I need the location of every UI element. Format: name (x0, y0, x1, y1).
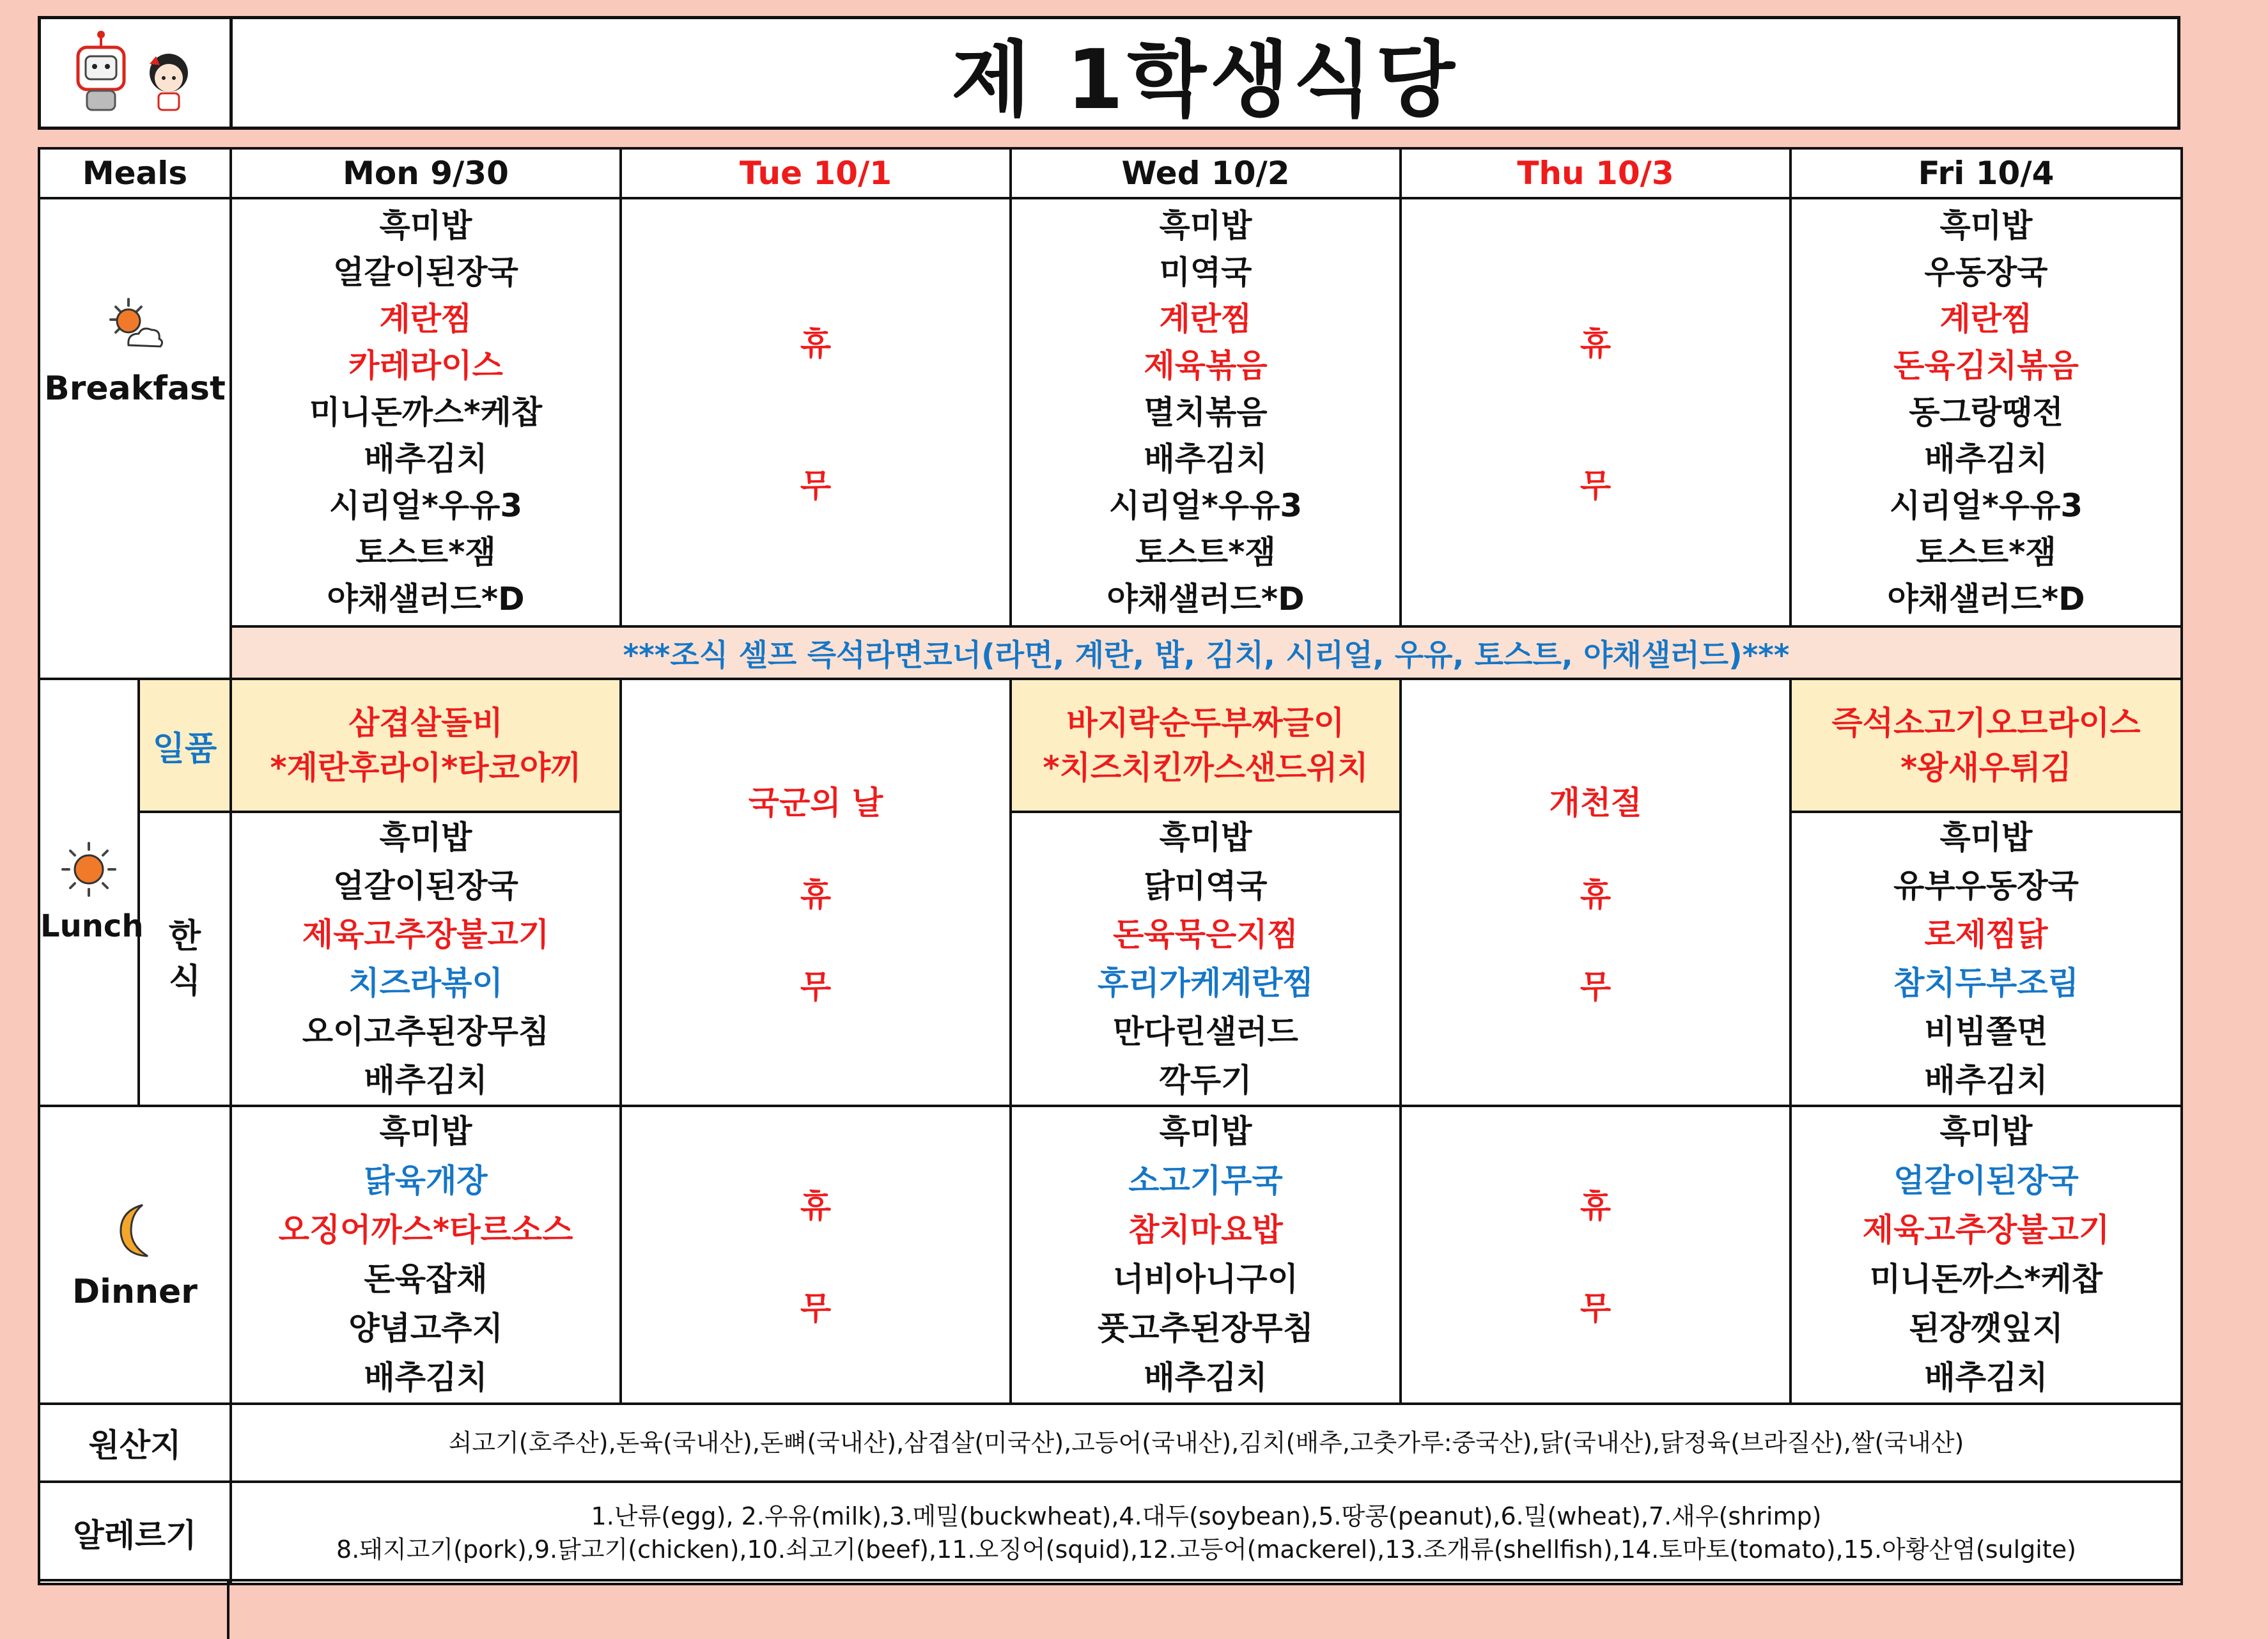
lunch-hansik-row (39, 812, 2182, 1106)
lunch-tue-cell (621, 679, 1011, 1106)
menu-item: 참치마요밥 (1128, 1211, 1283, 1248)
menu-item: 너비아니구이 (1113, 1261, 1298, 1298)
menu-item: 흑미밥 (1939, 819, 2033, 856)
lunch-ilpum-mon-cell (231, 679, 621, 812)
allergy-label: 알레르기 (39, 1482, 231, 1584)
menu-item: 얼갈이된장국 (333, 867, 518, 905)
dinner-fri-cell (1790, 1106, 2182, 1404)
menu-item: 계란찜 (1159, 300, 1252, 338)
lunch-ilpum-wed-cell (1011, 679, 1401, 812)
menu-item: 동그랑땡전 (1909, 393, 2063, 431)
menu-item: 돈육묵은지찜 (1113, 916, 1298, 953)
origin-text: 쇠고기(호주산),돈육(국내산),돈뼈(국내산),삼겹살(미국산),고등어(국내산),김치(배추,고춧가루:중국산),닭(국내산),닭정육(브라질산),쌀(국내산) (231, 1404, 2182, 1482)
breakfast-fri-cell (1790, 198, 2182, 626)
allergy-line-2: 8.돼지고기(pork),9.닭고기(chicken),10.쇠고기(beef),11.오징어(squid),12.고등어(mackerel),13.조개류(shellfish),14.토마토(tomato),15.아황산염(sulgite) (336, 1535, 2076, 1564)
closed-text: 무 (800, 968, 832, 1006)
menu-item: 돈육잡채 (364, 1261, 488, 1298)
menu-item: 유부우동장국 (1893, 867, 2079, 905)
dinner-row (39, 1106, 2182, 1404)
dinner-mon-cell (231, 1106, 621, 1404)
closed-text: 무 (800, 467, 832, 504)
closed-text: 휴 (1580, 325, 1612, 362)
header (38, 16, 2180, 130)
menu-item: 풋고추된장무침 (1097, 1310, 1314, 1347)
menu-item: 흑미밥 (1159, 1113, 1252, 1150)
menu-item: 후리가케계란찜 (1097, 965, 1314, 1002)
mascot-logo-icon (41, 19, 233, 127)
bottom-column-divider (227, 1579, 229, 1639)
menu-item: 닭미역국 (1144, 867, 1268, 905)
day-header-tue: Tue 10/1 (621, 148, 1011, 198)
menu-item: 계란찜 (1939, 300, 2033, 338)
menu-item: 토스트*잼 (355, 533, 496, 571)
menu-item: 흑미밥 (379, 819, 472, 856)
menu-item: 제육볶음 (1144, 346, 1268, 384)
menu-item: 배추김치 (364, 1062, 488, 1099)
menu-item: 배추김치 (364, 440, 488, 478)
closed-text: 무 (1580, 467, 1612, 504)
hansik-label-char: 식 (168, 962, 201, 1000)
page-title: 제 1학생식당 (951, 33, 1459, 128)
breakfast-thu-cell (1401, 198, 1790, 626)
lunch-label-cell (39, 679, 144, 1106)
bottom-divider (38, 1579, 2180, 1581)
menu-item: 야채샐러드*D (1887, 580, 2085, 618)
menu-item: 비빔쫄면 (1924, 1013, 2048, 1050)
breakfast-special-row (39, 626, 2182, 679)
menu-sheet (38, 0, 2180, 1639)
day-header-wed: Wed 10/2 (1011, 148, 1401, 198)
menu-item: 오징어까스*타르소스 (278, 1211, 573, 1248)
menu-item: 야채샐러드*D (327, 580, 525, 618)
menu-item: 만다린샐러드 (1113, 1013, 1298, 1050)
column-header-row (39, 148, 2182, 198)
menu-item: 얼갈이된장국 (1893, 1162, 2079, 1199)
menu-item: 바지락순두부짜글이 (1066, 704, 1345, 742)
moon-icon (109, 1199, 160, 1262)
holiday-name: 개천절 (1549, 784, 1642, 821)
breakfast-mon-cell (231, 198, 621, 626)
menu-item: 된장깻잎지 (1909, 1310, 2063, 1347)
breakfast-tue-cell (621, 198, 1011, 626)
menu-item: 흑미밥 (1939, 1113, 2033, 1150)
menu-item: 배추김치 (1924, 1359, 2048, 1396)
hansik-label-char: 한 (168, 917, 201, 956)
menu-item: 흑미밥 (379, 1113, 472, 1150)
hansik-label (139, 812, 231, 1106)
holiday-name: 국군의 날 (748, 784, 883, 821)
menu-item: 계란찜 (379, 300, 472, 338)
breakfast-label: Breakfast (44, 369, 226, 408)
allergy-line-1: 1.난류(egg), 2.우유(milk),3.메밀(buckwheat),4.대두(soybean),5.땅콩(peanut),6.밀(wheat),7.새우(shrimp) (591, 1502, 1822, 1530)
ilpum-label: 일품 (139, 679, 231, 812)
menu-item: 야채샐러드*D (1107, 580, 1305, 618)
breakfast-wed-cell (1011, 198, 1401, 626)
lunch-ilpum-row (39, 679, 2182, 812)
closed-text: 휴 (1580, 876, 1612, 913)
dinner-tue-cell (621, 1106, 1011, 1404)
menu-item: 흑미밥 (1159, 819, 1252, 856)
dinner-label-cell (39, 1106, 231, 1404)
lunch-hansik-fri-cell (1790, 812, 2182, 1106)
menu-item: 흑미밥 (1939, 206, 2033, 244)
menu-item: 미니돈까스*케찹 (1869, 1261, 2103, 1298)
menu-item: 제육고추장불고기 (302, 916, 550, 953)
menu-item: 시리얼*우유3 (1108, 486, 1303, 524)
menu-item: 토스트*잼 (1135, 533, 1276, 571)
allergy-row (39, 1482, 2182, 1584)
lunch-hansik-wed-cell (1011, 812, 1401, 1106)
dinner-thu-cell (1401, 1106, 1790, 1404)
sun-icon (60, 841, 118, 898)
menu-item: 배추김치 (1924, 440, 2048, 478)
menu-item: 얼갈이된장국 (333, 253, 518, 291)
menu-item: 깍두기 (1159, 1062, 1252, 1099)
day-header-thu: Thu 10/3 (1401, 148, 1790, 198)
menu-item: 돈육김치볶음 (1893, 346, 2079, 384)
origin-row (39, 1404, 2182, 1482)
lunch-thu-cell (1401, 679, 1790, 1106)
menu-item: *계란후라이*타코야끼 (270, 749, 582, 786)
breakfast-self-corner-notice: ***조식 셀프 즉석라면코너(라면, 계란, 밥, 김치, 시리얼, 우유, 토스트, 야채샐러드)*** (231, 626, 2182, 679)
menu-item: *치즈치킨까스샌드위치 (1043, 749, 1369, 786)
menu-item: 참치두부조림 (1893, 965, 2079, 1002)
menu-item: 즉석소고기오므라이스 (1831, 704, 2141, 742)
logo-cell (41, 19, 233, 127)
closed-text: 무 (800, 1290, 832, 1327)
closed-text: 휴 (800, 325, 832, 362)
lunch-hansik-mon-cell (231, 812, 621, 1106)
menu-item: 배추김치 (1144, 440, 1268, 478)
menu-item: 제육고추장불고기 (1862, 1211, 2110, 1248)
menu-item: 배추김치 (1144, 1359, 1268, 1396)
menu-table (38, 147, 2183, 1585)
menu-item: 토스트*잼 (1916, 533, 2056, 571)
menu-item: 우동장국 (1924, 253, 2048, 291)
dinner-label: Dinner (72, 1273, 198, 1311)
lunch-label: Lunch (40, 908, 144, 944)
menu-item: 미니돈까스*케찹 (309, 393, 543, 431)
closed-text: 휴 (800, 876, 832, 913)
breakfast-label-cell (39, 198, 231, 679)
menu-item: 배추김치 (1924, 1062, 2048, 1099)
menu-item: 시리얼*우유3 (329, 486, 523, 524)
menu-item: 카레라이스 (348, 346, 503, 384)
menu-item: 배추김치 (364, 1359, 488, 1396)
breakfast-row (39, 198, 2182, 626)
menu-item: 양념고추지 (348, 1310, 503, 1347)
menu-item: 미역국 (1159, 253, 1252, 291)
menu-item: 시리얼*우유3 (1889, 486, 2083, 524)
closed-text: 무 (1580, 968, 1612, 1006)
sun-cloud-icon (103, 295, 167, 359)
menu-item: 흑미밥 (379, 206, 472, 244)
closed-text: 휴 (1580, 1188, 1612, 1225)
closed-text: 무 (1580, 1290, 1612, 1327)
menu-item: 흑미밥 (1159, 206, 1252, 244)
menu-item: 오이고추된장무침 (302, 1013, 550, 1050)
menu-item: 멸치볶음 (1144, 393, 1268, 431)
menu-item: 소고기무국 (1128, 1162, 1283, 1199)
menu-item: *왕새우튀김 (1900, 749, 2072, 786)
origin-label: 원산지 (39, 1404, 231, 1482)
closed-text: 휴 (800, 1188, 832, 1225)
menu-item: 닭육개장 (364, 1162, 488, 1199)
menu-item: 치즈라볶이 (348, 965, 503, 1002)
day-header-mon: Mon 9/30 (231, 148, 621, 198)
lunch-ilpum-fri-cell (1790, 679, 2182, 812)
menu-item: 로제찜닭 (1924, 916, 2048, 953)
allergy-text (231, 1482, 2182, 1584)
meals-header: Meals (39, 148, 231, 198)
day-header-fri: Fri 10/4 (1790, 148, 2182, 198)
menu-item: 삼겹살돌비 (348, 704, 503, 742)
dinner-wed-cell (1011, 1106, 1401, 1404)
